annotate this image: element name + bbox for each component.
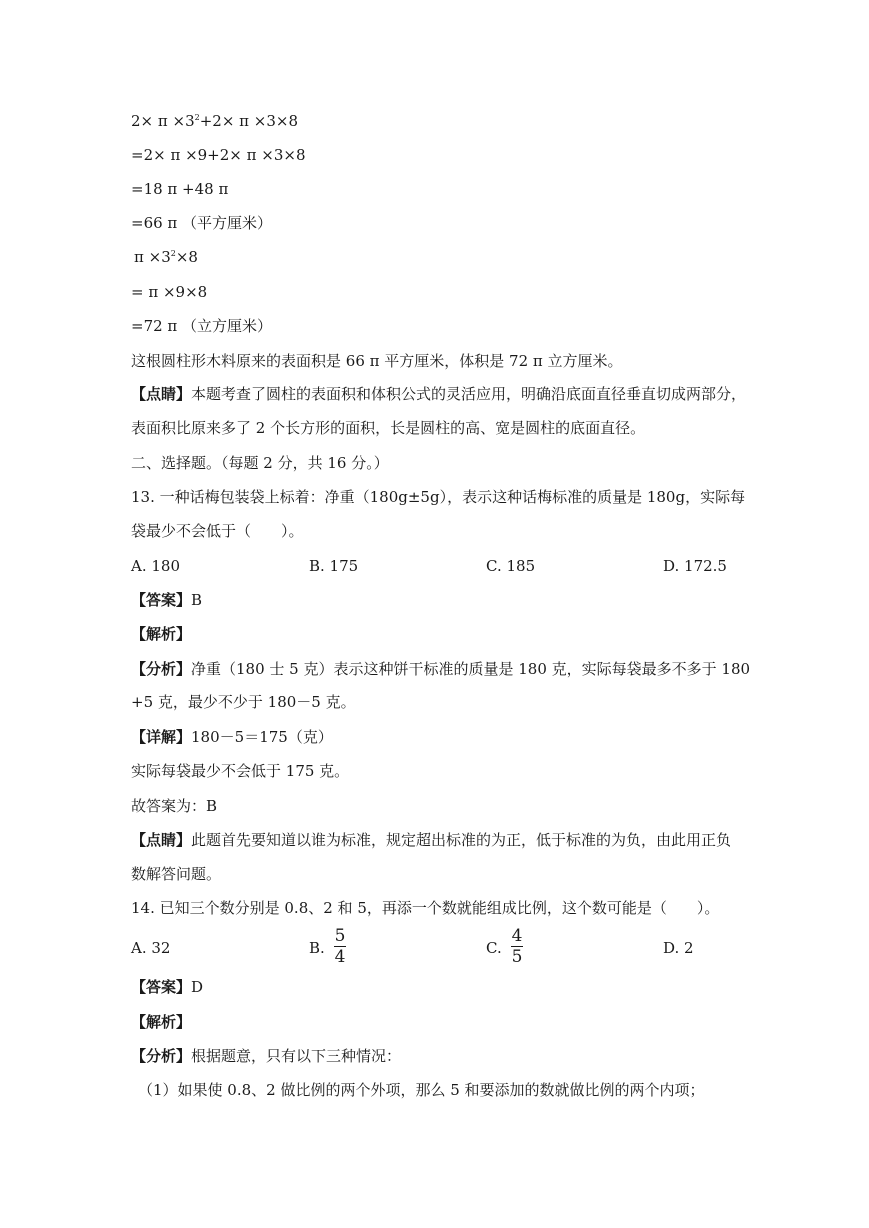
review-line-2: 表面积比原来多了 2 个长方形的面积，长是圆柱的高、宽是圆柱的底面直径。 — [131, 419, 646, 437]
q13-option-a: A. 180 — [131, 557, 180, 575]
q13-final: 故答案为：B — [131, 797, 218, 815]
q14-option-b-fraction — [333, 927, 347, 966]
q14-analysis-line: 【分析】根据题意，只有以下三种情况： — [131, 1047, 402, 1065]
fraction-denominator: 5 — [511, 947, 523, 967]
fraction-numerator: 5 — [334, 926, 346, 946]
q13-answer: 【答案】B — [131, 591, 203, 609]
conclusion: 这根圆柱形木料原来的表面积是 66 π 平方厘米，体积是 72 π 立方厘米。 — [131, 352, 623, 370]
q13-stem-line-1: 13. 一种话梅包装袋上标着：净重（180g±5g），表示这种话梅标准的质量是 180g，实际每 — [131, 488, 746, 506]
q14-analysis-tag: 【解析】 — [131, 1013, 192, 1031]
q13-review-line-1: 【点睛】此题首先要知道以谁为标准，规定超出标准的为正，低于标准的为负，由此用正负 — [131, 831, 732, 849]
calc-line-4: =66 π （平方厘米） — [131, 214, 273, 232]
q14-stem: 14. 已知三个数分别是 0.8、2 和 5，再添一个数就能组成比例，这个数可能是（ ）。 — [131, 899, 720, 917]
q13-option-d: D. 172.5 — [663, 557, 727, 575]
q13-option-c: C. 185 — [486, 557, 536, 575]
q14-option-c-fraction — [510, 927, 524, 966]
q14-answer: 【答案】D — [131, 978, 204, 996]
section-heading: 二、选择题。（每题 2 分，共 16 分。） — [131, 454, 389, 472]
calc-line-2: =2× π ×9+2× π ×3×8 — [131, 146, 306, 164]
q13-detail: 【详解】180－5＝175（克） — [131, 728, 333, 746]
fraction-denominator: 4 — [334, 947, 346, 967]
calc-line-1: $2\times \pi \times 3^2+2\times \pi \times 3\times 8$ — [131, 112, 299, 130]
calc-line-7: =72 π （立方厘米） — [131, 317, 273, 335]
q13-analysis-line-2: +5 克，最少不少于 180－5 克。 — [131, 693, 356, 711]
q13-analysis-tag: 【解析】 — [131, 625, 192, 643]
review-line-1: 【点睛】本题考查了圆柱的表面积和体积公式的灵活应用，明确沿底面直径垂直切成两部分， — [131, 385, 747, 403]
q14-case-1: （1）如果使 0.8、2 做比例的两个外项，那么 5 和要添加的数就做比例的两个内项； — [138, 1081, 705, 1099]
q13-analysis-line-1: 【分析】净重（180 士 5 克）表示这种饼干标准的质量是 180 克，实际每袋最多不多于 180 — [131, 660, 751, 678]
fraction-numerator: 4 — [511, 926, 523, 946]
q13-review-line-2: 数解答问题。 — [131, 865, 222, 883]
q13-stem-line-2: 袋最少不会低于（ ）。 — [131, 522, 304, 540]
q13-option-b: B. 175 — [309, 557, 359, 575]
q14-option-a: A. 32 — [131, 939, 171, 957]
calc-line-5: $\pi \times 3^2\times 8$ — [134, 248, 198, 266]
q14-option-d: D. 2 — [663, 939, 694, 957]
q14-option-c-label: C. — [486, 939, 502, 957]
calc-line-3: =18 π +48 π — [131, 180, 229, 198]
calc-line-6: = π ×9×8 — [131, 283, 208, 301]
q13-detail-line-2: 实际每袋最少不会低于 175 克。 — [131, 762, 350, 780]
q14-option-b-label: B. — [309, 939, 325, 957]
